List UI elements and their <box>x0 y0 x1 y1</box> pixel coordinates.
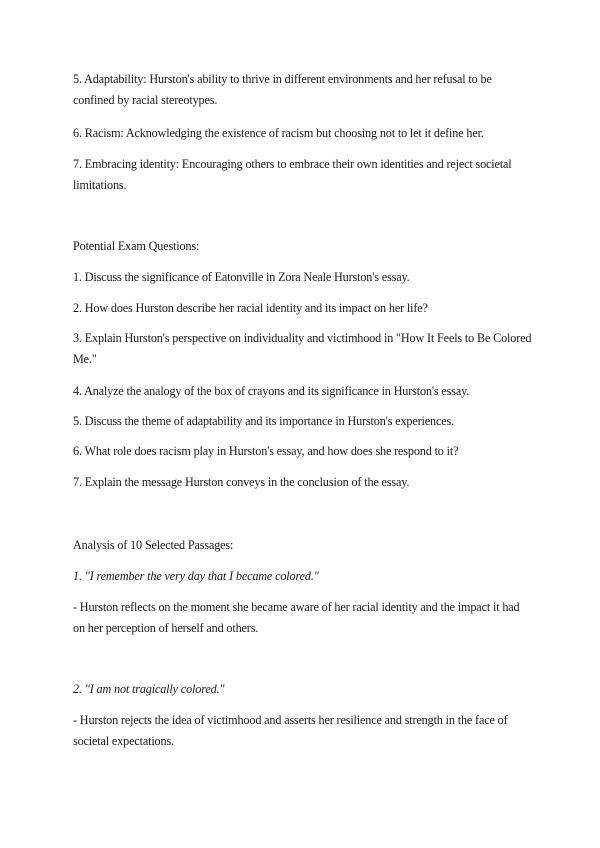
exam-question-2: 2. How does Hurston describe her racial identity and its impact on her life? <box>73 301 428 315</box>
passage-1-quote: 1. "I remember the very day that I became colored." <box>73 569 319 583</box>
passage-2-comment: - Hurston rejects the idea of victimhood and asserts her resilience and strength in the face of societal expectations. <box>73 713 508 748</box>
exam-question-3: 3. Explain Hurston's perspective on individuality and victimhood in "How It Feels to Be Colored Me." <box>73 331 532 366</box>
exam-question-5: 5. Discuss the theme of adaptability and its importance in Hurston's experiences. <box>73 414 454 428</box>
exam-question-6: 6. What role does racism play in Hurston's essay, and how does she respond to it? <box>73 444 459 458</box>
analysis-heading: Analysis of 10 Selected Passages: <box>73 538 234 552</box>
exam-questions-heading: Potential Exam Questions: <box>73 239 200 253</box>
passage-1-comment: - Hurston reflects on the moment she became aware of her racial identity and the impact it had on her perception of herself and others. <box>73 600 520 635</box>
passage-2-quote: 2. "I am not tragically colored." <box>73 682 225 696</box>
list-item-adaptability: 5. Adaptability: Hurston's ability to thrive in different environments and her refusal to be confined by racial stereotypes. <box>73 72 492 107</box>
exam-question-7: 7. Explain the message Hurston conveys in the conclusion of the essay. <box>73 475 410 489</box>
exam-question-1: 1. Discuss the significance of Eatonville in Zora Neale Hurston's essay. <box>73 270 410 284</box>
list-item-racism: 6. Racism: Acknowledging the existence of racism but choosing not to let it define her. <box>73 126 484 140</box>
list-item-embracing-identity: 7. Embracing identity: Encouraging others to embrace their own identities and reject societal limitations. <box>73 157 512 192</box>
exam-question-4: 4. Analyze the analogy of the box of crayons and its significance in Hurston's essay. <box>73 384 470 398</box>
